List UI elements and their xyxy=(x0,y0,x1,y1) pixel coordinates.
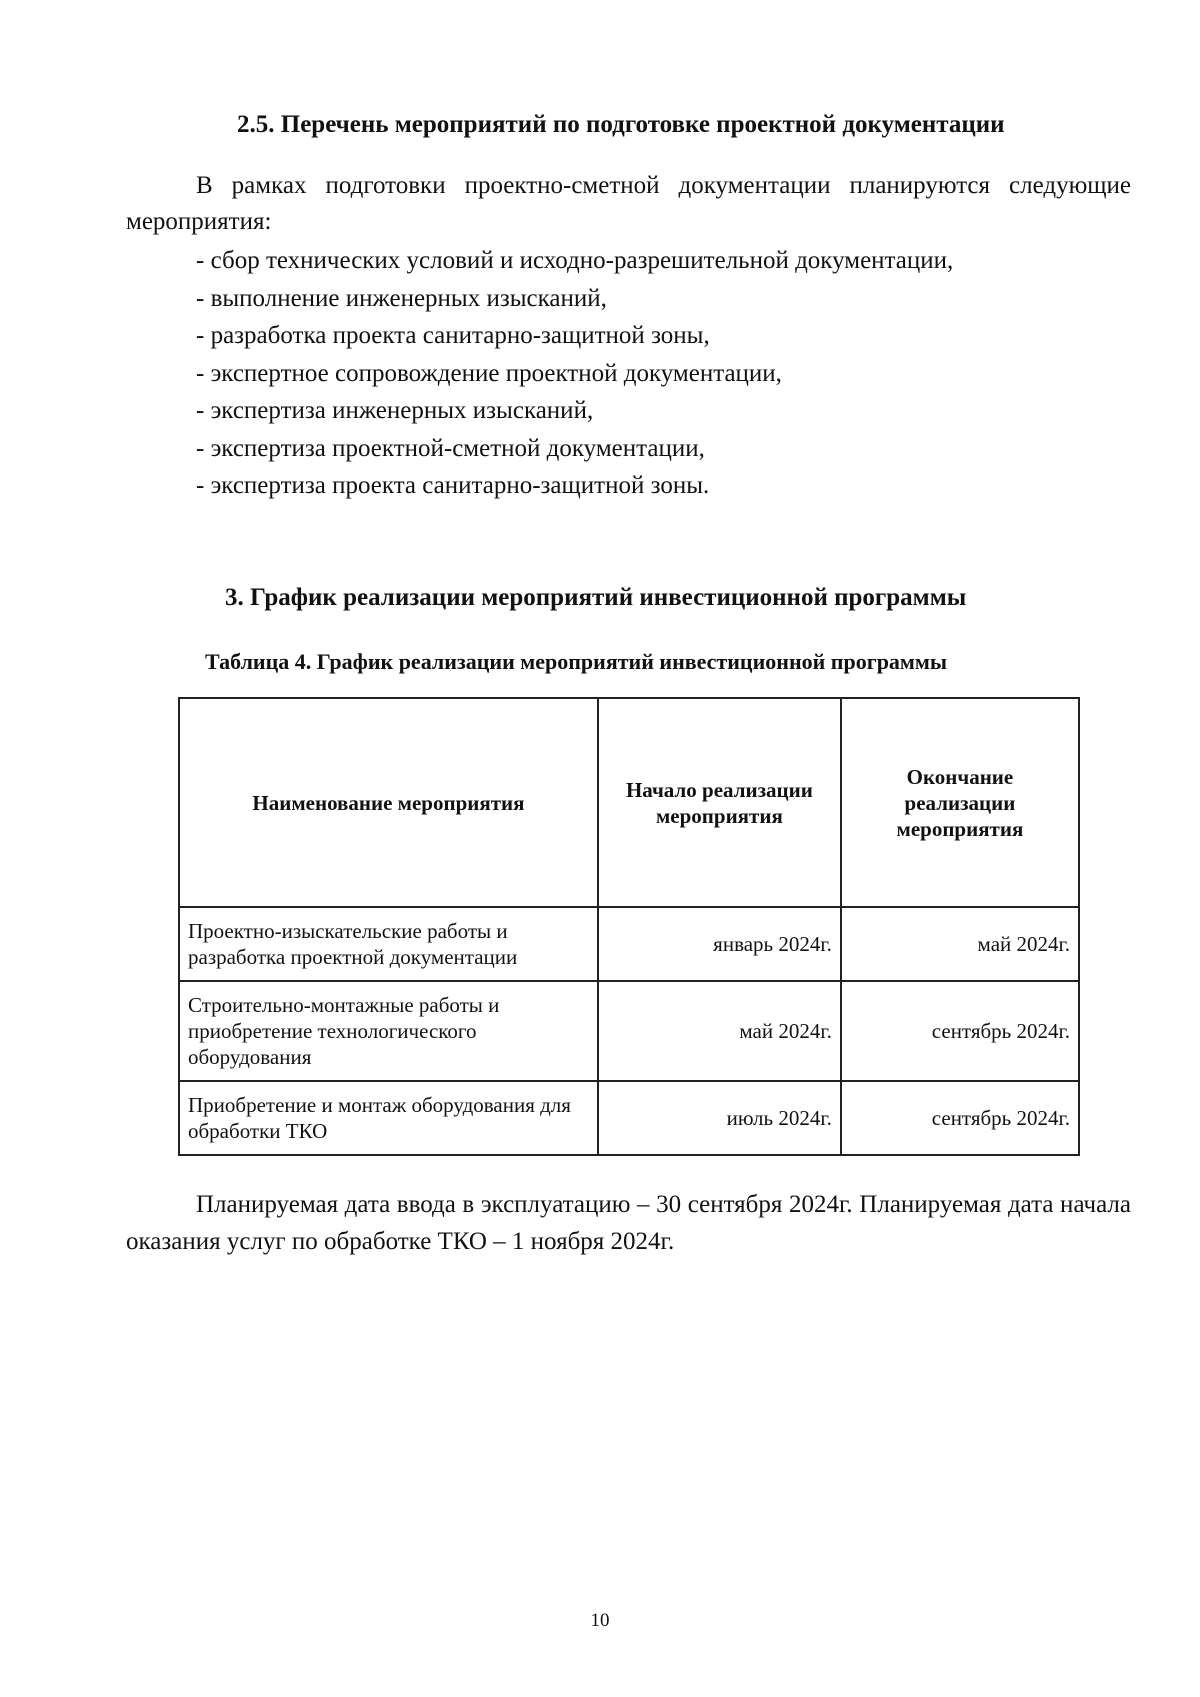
list-item: - выполнение инженерных изысканий, xyxy=(196,284,607,312)
table-row xyxy=(179,907,1079,981)
page-number: 10 xyxy=(590,1610,610,1631)
table-caption: Таблица 4. График реализации мероприятий инвестиционной программы xyxy=(205,649,948,674)
list-item: - разработка проекта санитарно-защитной зоны, xyxy=(196,322,710,349)
cell-end: сентябрь 2024г. xyxy=(841,1081,1079,1155)
cell-start: июль 2024г. xyxy=(598,1081,841,1155)
list-item: - экспертиза проекта санитарно-защитной зоны. xyxy=(196,472,710,499)
list-item: - экспертиза инженерных изысканий, xyxy=(196,397,594,424)
section-2-5-heading: 2.5. Перечень мероприятий по подготовке проектной документации xyxy=(237,111,1005,138)
activities-list xyxy=(196,242,953,505)
header-start: Начало реализации мероприятия xyxy=(598,698,841,907)
list-item: - экспертиза проектной-сметной документации, xyxy=(196,434,705,462)
table-row xyxy=(179,1081,1079,1155)
list-item: - сбор технических условий и исходно-разрешительной документации, xyxy=(196,247,954,274)
cell-start: май 2024г. xyxy=(598,981,841,1081)
header-end: Окончание реализации мероприятия xyxy=(841,698,1079,907)
schedule-table xyxy=(178,697,1080,1156)
cell-activity-name: Проектно-изыскательские работы и разработка проектной документации xyxy=(179,907,598,981)
cell-activity-name: Строительно-монтажные работы и приобретение технологического оборудования xyxy=(179,981,598,1081)
list-item: - экспертное сопровождение проектной документации, xyxy=(196,359,782,387)
section-3-heading: 3. График реализации мероприятий инвестиционной программы xyxy=(225,584,967,611)
section-2-5-intro: В рамках подготовки проектно-сметной документации планируются следующие мероприятия: xyxy=(126,172,1131,235)
cell-end: май 2024г. xyxy=(841,907,1079,981)
table-row xyxy=(179,981,1079,1081)
cell-end: сентябрь 2024г. xyxy=(841,981,1079,1081)
closing-paragraph: Планируемая дата ввода в эксплуатацию – 30 сентября 2024г. Планируемая дата начала оказания услуг по обработке ТКО – 1 ноября 2024г. xyxy=(126,1191,1131,1255)
cell-activity-name: Приобретение и монтаж оборудования для обработки ТКО xyxy=(179,1081,598,1155)
header-activity-name: Наименование мероприятия xyxy=(179,698,598,907)
table-header-row xyxy=(179,698,1079,907)
cell-start: январь 2024г. xyxy=(598,907,841,981)
